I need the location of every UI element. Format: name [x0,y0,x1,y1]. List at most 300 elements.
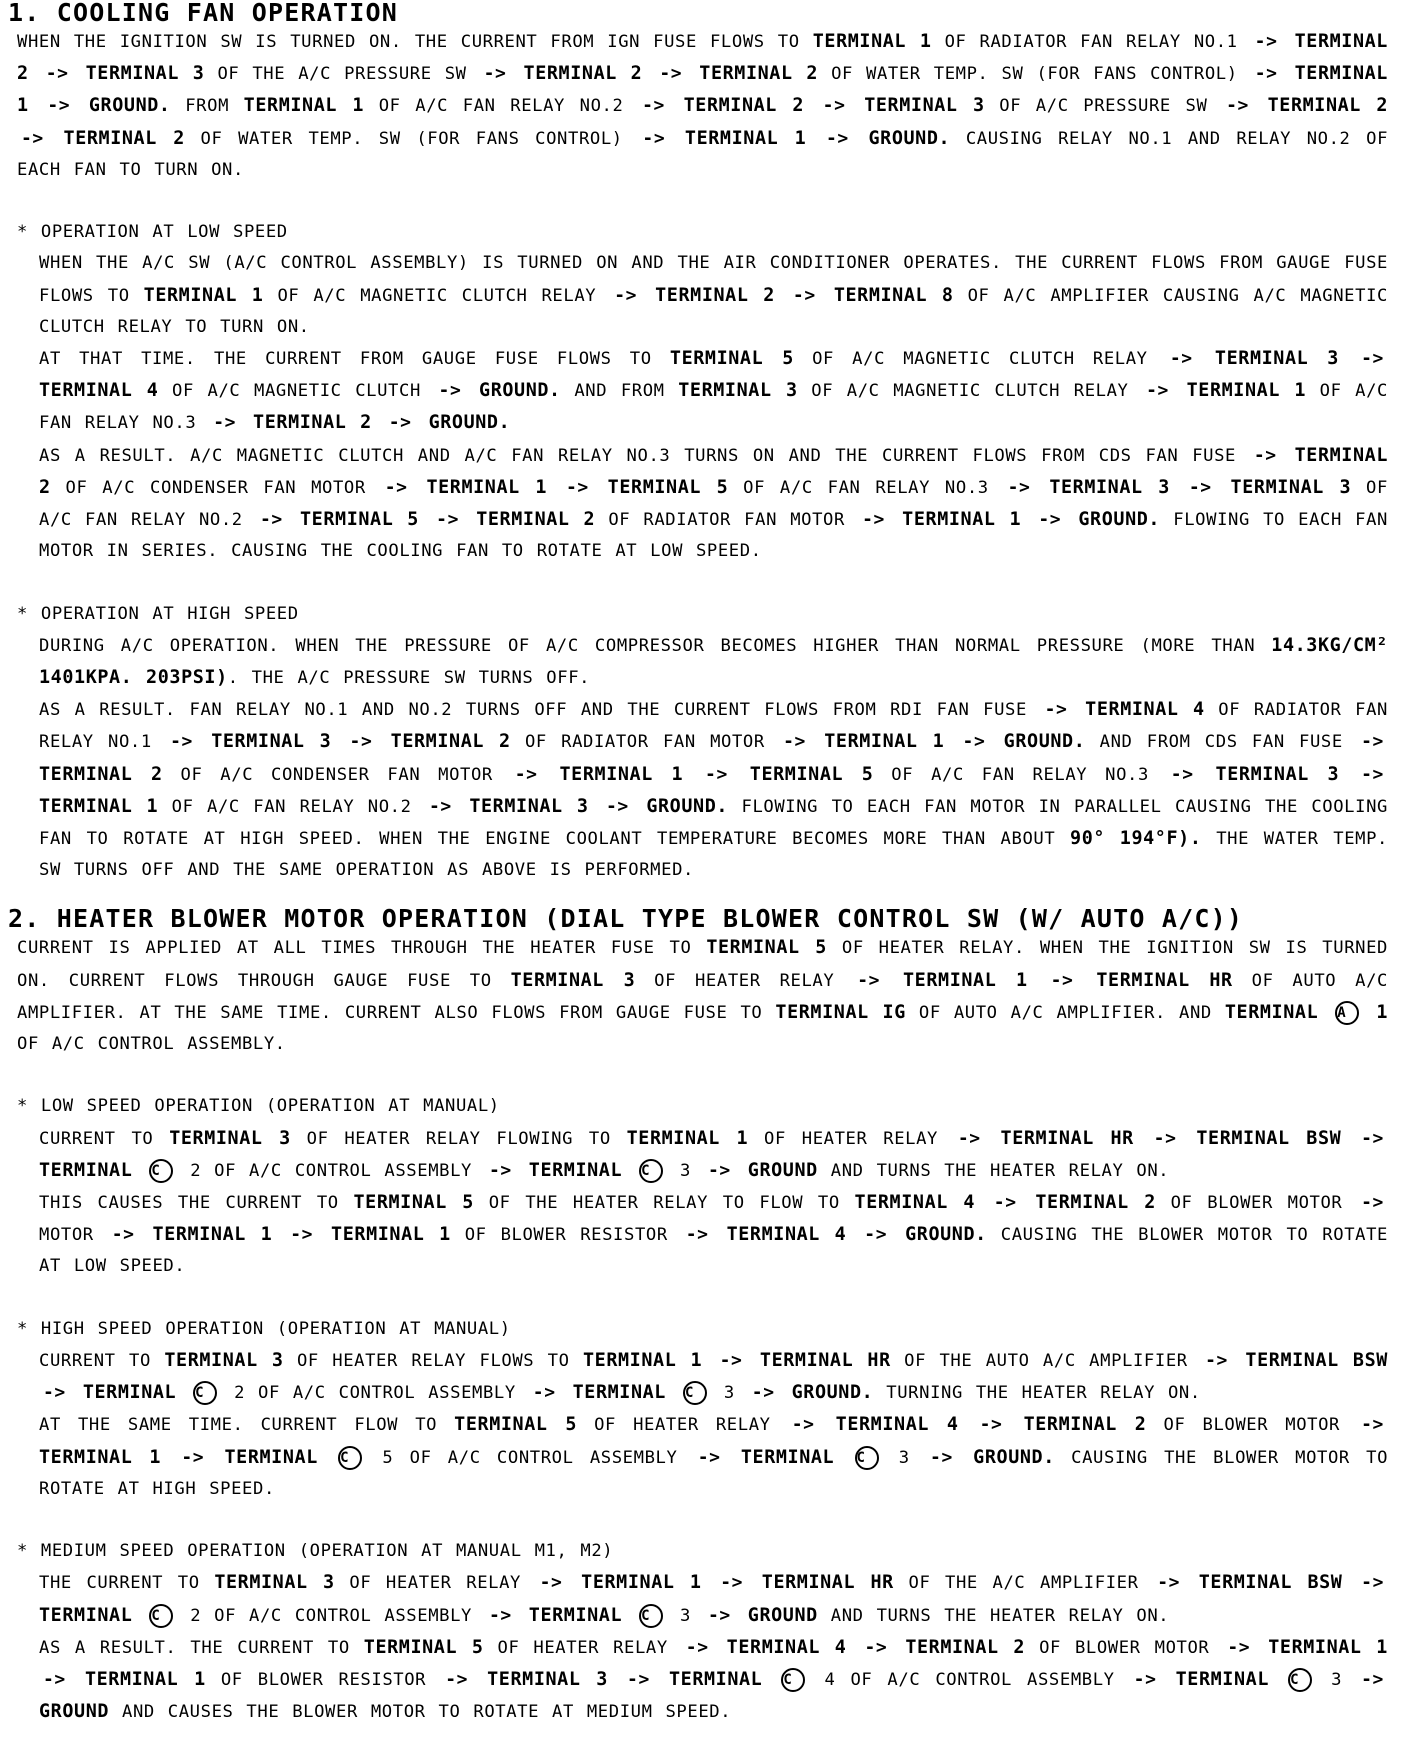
text-segment [686,64,699,84]
arrow-icon: -> [1254,63,1278,85]
text-segment [806,129,822,149]
text-segment [1339,349,1357,369]
arrow-icon: -> [45,63,69,85]
text-segment: OF THE HEATER RELAY TO FLOW TO [473,1193,855,1214]
text-segment [683,765,701,785]
terminal-label: TERMINAL 1 [143,284,264,306]
terminal-label: TERMINAL [82,1382,177,1404]
text-segment [732,765,750,785]
arrow-icon: -> [685,1224,709,1246]
text-segment [318,1448,334,1468]
arrow-icon: -> [720,1572,744,1594]
circled-connector-icon: C [639,1604,663,1628]
terminal-label: TERMINAL 2 [39,444,1388,498]
arrow-icon: -> [1361,763,1384,785]
terminal-label: TERMINAL 3 [164,1350,284,1372]
spacer [8,1283,1388,1314]
text-segment: AT THE SAME TIME. CURRENT FLOW TO [39,1415,455,1436]
arrow-icon: -> [1253,444,1277,466]
text-segment: OF HEATER RELAY [635,970,854,991]
blower-low-speed-paragraph-2 [8,1187,1388,1283]
terminal-label: TERMINAL HR [761,1572,894,1594]
text-segment: OF A/C CONDENSER FAN MOTOR [50,477,381,498]
text-segment [889,510,902,530]
arrow-icon: -> [1133,1669,1157,1691]
arrow-icon: -> [864,1636,888,1658]
text-segment: OF HEATER RELAY FLOWING TO [290,1128,627,1149]
arrow-icon: -> [705,763,728,785]
text-segment [1282,64,1295,84]
terminal-label: TERMINAL 5 [749,763,874,785]
text-segment [819,1415,836,1435]
text-segment: OF THE A/C PRESSURE SW [204,64,480,85]
text-segment [1134,1129,1150,1149]
terminal-label: TERMINAL 1 [684,127,807,149]
text-segment: OF A/C MAGNETIC CLUTCH RELAY [793,349,1166,370]
arrow-icon: -> [43,1669,66,1691]
text-segment [1170,478,1185,498]
terminal-label: TERMINAL 1 [39,795,159,817]
terminal-label: GROUND. [428,412,511,434]
terminal-label: TERMINAL 5 [353,1192,474,1214]
arrow-icon: -> [213,412,237,434]
terminal-label: TERMINAL 2 [476,509,596,531]
text-segment [516,1606,529,1626]
arrow-icon: -> [21,127,44,149]
terminal-label: TERMINAL 3 [1049,476,1170,498]
text-segment: OF HEATER RELAY FLOWS TO [283,1351,583,1372]
arrow-icon: -> [1361,1669,1384,1691]
text-segment [1281,446,1295,466]
terminal-label: TERMINAL HR [1000,1127,1134,1149]
text-segment [456,797,469,817]
terminal-label: TERMINAL 3 [169,1127,291,1149]
text-segment: OF A/C FAN RELAY NO.3 [39,381,1388,434]
text-segment: MOTOR [39,1225,108,1246]
terminal-label: TERMINAL 5 [607,476,729,498]
arrow-icon: -> [488,1604,512,1626]
text-segment: 3 [667,1605,704,1626]
arrow-icon: -> [1007,476,1031,498]
arrow-icon: -> [1050,969,1074,991]
text-segment [472,1670,487,1690]
arrow-icon: -> [1205,1350,1228,1372]
arrow-icon: -> [1169,348,1193,370]
text-segment [197,732,211,752]
terminal-label: TERMINAL 3 [211,731,332,753]
terminal-label: TERMINAL HR [759,1350,891,1372]
text-segment: CURRENT TO [39,1128,170,1149]
terminal-label: TERMINAL BSW [1245,1350,1388,1372]
arrow-icon: -> [962,731,986,753]
arrow-icon: -> [979,1414,1003,1436]
text-segment [985,1129,1001,1149]
arrow-icon: -> [864,1224,888,1246]
spacer [8,886,1388,906]
terminal-label: TERMINAL 2 [17,31,1388,85]
terminal-label: TERMINAL 3 [864,95,985,117]
text-segment: OF A/C AMPLIFIER CAUSING A/C MAGNETIC CLUTCH RELAY TO TURN ON. [39,285,1388,337]
text-segment [820,286,834,306]
section-1-title: 1. COOLING FAN OPERATION [8,0,399,27]
text-segment [511,64,524,84]
terminal-label: TERMINAL 1 [824,731,945,753]
text-segment: 4 OF A/C CONTROL ASSEMBLY [809,1670,1130,1691]
arrow-icon: -> [259,509,283,531]
circled-connector-icon: C [1288,1668,1312,1692]
text-segment [1363,1003,1376,1023]
text-segment [622,1606,635,1626]
text-segment [74,96,89,116]
terminal-label: TERMINAL 1 [812,31,932,52]
terminal-label: TERMINAL 3 [214,1572,335,1594]
arrow-icon: -> [1157,1572,1181,1594]
terminal-label: TERMINAL 2 [63,127,185,149]
text-segment [70,1670,85,1690]
text-segment: OF BLOWER MOTOR [1146,1415,1358,1436]
text-segment: OF A/C CONDENSER FAN MOTOR [162,764,511,785]
text-segment [884,971,903,991]
blower-low-speed-paragraph-1 [8,1123,1388,1187]
terminal-label: TERMINAL 5 [300,509,419,531]
text-segment [542,765,560,785]
terminal-label: TERMINAL 2 [1023,1414,1147,1436]
terminal-label: GROUND. [88,95,171,117]
text-segment: OF A/C CONTROL ASSEMBLY. [17,1034,286,1055]
arrow-icon: -> [1038,509,1062,531]
arrow-icon: -> [614,284,638,306]
circled-connector-icon: C [855,1446,879,1470]
terminal-label: TERMINAL 5 [454,1414,578,1436]
terminal-label: TERMINAL 3 [678,380,798,402]
high-speed-paragraph-1 [8,630,1388,694]
text-segment [317,1225,331,1245]
arrow-icon: -> [1361,1572,1385,1594]
text-segment [608,1670,623,1690]
arrow-icon: -> [111,1224,135,1246]
terminal-label: TERMINAL [39,1604,133,1626]
text-segment [1341,1129,1357,1149]
terminal-label: TERMINAL 4 [726,1224,847,1246]
terminal-label: TERMINAL HR [1096,969,1233,991]
terminal-label: TERMINAL [528,1604,623,1626]
arrow-icon: -> [1254,31,1278,52]
text-segment [208,1448,224,1468]
text-segment [989,732,1003,752]
terminal-label: TERMINAL 1 [626,1127,749,1149]
text-segment [666,1383,679,1403]
text-segment: FLOWING TO EACH FAN MOTOR IN PARALLEL CAUSING THE COOLING FAN TO ROTATE AT HIGH SPEED. WHEN THE ENGINE COOLANT TEMPERATURE BECOMES MORE THAN ABOUT [39,796,1388,850]
text-segment [132,1161,145,1181]
arrow-icon: -> [170,731,193,753]
arrow-icon: -> [1170,763,1194,785]
arrow-icon: -> [349,731,373,753]
text-segment [161,1448,177,1468]
blower-high-speed-heading: * HIGH SPEED OPERATION (OPERATION AT MANUAL) [17,1318,511,1339]
text-segment [1216,478,1231,498]
text-segment [810,732,824,752]
text-segment [804,96,819,116]
terminal-label: GROUND. [868,127,951,149]
text-segment [516,1161,529,1181]
text-segment: CAUSING RELAY NO.1 AND RELAY NO.2 OF EACH FAN TO TURN ON. [17,128,1389,180]
text-segment: OF RADIATOR FAN MOTOR [510,732,780,753]
arrow-icon: -> [627,1669,650,1691]
arrow-icon: -> [1226,95,1249,117]
text-segment: 3 [667,1160,704,1181]
text-segment [762,1670,777,1690]
text-segment: 3 [710,1383,748,1404]
text-segment: OF A/C MAGNETIC CLUTCH RELAY [263,285,611,306]
text-segment [1339,765,1357,785]
terminal-label: TERMINAL 1 [902,509,1022,531]
terminal-label: GROUND. [1078,509,1161,531]
arrow-icon: -> [483,63,507,85]
terminal-label: TERMINAL 8 [833,284,954,306]
text-segment: CURRENT TO [39,1351,165,1372]
text-segment [1282,32,1295,52]
arrow-icon: -> [1153,1127,1177,1149]
arrow-icon: -> [957,1127,981,1149]
arrow-icon: -> [993,1192,1017,1214]
text-segment: OF HEATER RELAY [577,1415,788,1436]
circled-connector-icon: C [781,1668,805,1692]
text-segment: AND TURNS THE HEATER RELAY ON. [817,1605,1170,1626]
text-segment [48,129,64,149]
low-speed-heading: * OPERATION AT LOW SPEED [17,222,288,243]
text-segment: OF A/C FAN RELAY NO.3 [873,764,1167,785]
text-segment [1006,1415,1023,1435]
circled-connector-icon: C [683,1381,707,1405]
arrow-icon: -> [825,127,849,149]
high-speed-paragraph-2 [8,694,1388,886]
arrow-icon: -> [930,1446,953,1468]
terminal-label: TERMINAL 1 [17,63,1388,117]
text-segment [775,286,789,306]
terminal-label: TERMINAL 3 [469,795,589,817]
text-segment: 2 OF A/C CONTROL ASSEMBLY [177,1605,485,1626]
text-segment: OF A/C FAN RELAY NO.2 [39,477,1388,531]
text-segment [70,1383,83,1403]
text-segment: AT THAT TIME. THE CURRENT FROM GAUGE FUSE FLOWS TO [39,349,670,370]
text-segment [975,1193,990,1213]
section-2-intro [8,932,1388,1060]
text-segment [633,797,646,817]
text-segment [560,1383,573,1403]
arrow-icon: -> [822,95,846,117]
text-segment: AND FROM CDS FAN FUSE [1085,732,1358,753]
text-segment: OF WATER TEMP. SW (FOR FANS CONTROL) [818,64,1251,85]
text-segment: OF A/C PRESSURE SW [984,96,1223,117]
text-segment: 3 [882,1447,927,1468]
terminal-label: TERMINAL BSW [1198,1572,1343,1594]
text-segment [1342,1573,1357,1593]
text-segment: AS A RESULT. A/C MAGNETIC CLUTCH AND A/C FAN RELAY NO.3 TURNS ON AND THE CURRENT FLOWS FROM CDS FAN FUSE [39,445,1250,466]
text-segment: OF A/C FAN RELAY NO.3 [728,477,1004,498]
section-1-intro [8,26,1388,186]
terminal-label: TERMINAL IG [775,1001,906,1023]
arrow-icon: -> [862,509,885,531]
text-segment: OF RADIATOR FAN RELAY NO.1 [931,32,1251,52]
text-segment: 2 OF A/C CONTROL ASSEMBLY [221,1383,529,1404]
text-segment [593,478,608,498]
text-segment [1198,765,1216,785]
arrow-icon: -> [685,1636,709,1658]
terminal-label: 194°F). [1119,828,1202,850]
blower-medium-speed-paragraph-1 [8,1567,1388,1631]
text-segment [1253,96,1268,116]
text-segment: OF BLOWER RESISTOR [205,1670,442,1691]
terminal-label: TERMINAL 5 [669,348,794,370]
arrow-icon: -> [436,509,460,531]
blower-medium-speed-paragraph-2 [8,1632,1388,1729]
text-segment: OF HEATER RELAY [334,1573,536,1594]
terminal-label: 14.3KG/CM² [1271,634,1388,656]
text-segment [1034,478,1049,498]
arrow-icon: -> [1146,380,1169,402]
terminal-label: GROUND. [791,1382,874,1404]
text-segment [1173,381,1187,401]
text-segment: OF AUTO A/C AMPLIFIER. AND [905,1002,1225,1023]
terminal-label: TERMINAL [572,1382,666,1404]
terminal-label: GROUND. [905,1224,987,1246]
text-segment [240,413,253,433]
text-segment: AND TURNS THE HEATER RELAY ON. [817,1160,1170,1181]
terminal-label: TERMINAL [668,1669,763,1691]
arrow-icon: -> [445,1669,469,1691]
terminal-label: TERMINAL 1 [243,95,365,117]
text-segment [372,413,385,433]
terminal-label: TERMINAL 1 [559,763,684,785]
terminal-label: GROUND [747,1159,818,1181]
low-speed-paragraph-1 [8,248,1388,343]
text-segment: OF HEATER RELAY [748,1128,954,1149]
text-segment [1269,1670,1284,1690]
text-segment [746,1351,759,1371]
arrow-icon: -> [429,795,452,817]
terminal-label: TERMINAL 1 [1268,1636,1388,1658]
arrow-icon: -> [642,127,666,149]
terminal-label: TERMINAL 2 [1035,1192,1156,1214]
text-segment [702,1573,717,1593]
arrow-icon: -> [539,1572,563,1594]
arrow-icon: -> [388,412,412,434]
text-segment: OF HEATER RELAY. WHEN THE IGNITION SW IS TURNED ON. CURRENT FLOWS THROUGH GAUGE FUSE TO [17,938,1388,991]
text-segment: OF BLOWER MOTOR [1155,1193,1358,1214]
text-segment: FLOWING TO EACH FAN MOTOR IN SERIES. CAUSING THE COOLING FAN TO ROTATE AT LOW SPEED. [39,510,1388,562]
text-segment [139,1225,153,1245]
terminal-label: TERMINAL 1 [84,1669,206,1691]
text-segment: OF BLOWER MOTOR [1025,1637,1224,1658]
text-segment: AS A RESULT. FAN RELAY NO.1 AND NO.2 TURNS OFF AND THE CURRENT FLOWS FROM RDI FAN FUSE [39,700,1041,721]
blower-low-speed-heading: * LOW SPEED OPERATION (OPERATION AT MANUAL) [17,1096,500,1117]
terminal-label: GROUND [747,1604,818,1626]
arrow-icon: -> [1188,476,1212,498]
text-segment: THE CURRENT TO [39,1573,215,1594]
arrow-icon: -> [792,284,816,306]
arrow-icon: -> [707,1159,731,1181]
text-segment [463,510,476,530]
terminal-label: TERMINAL 4 [854,1192,976,1214]
text-segment: OF A/C MAGNETIC CLUTCH RELAY [797,381,1143,402]
text-segment: 5 OF A/C CONTROL ASSEMBLY [366,1447,694,1468]
text-segment [944,732,958,752]
arrow-icon: -> [384,476,408,498]
terminal-label: TERMINAL 3 [487,1669,608,1691]
circled-connector-icon: C [149,1604,173,1628]
text-segment [567,1573,582,1593]
text-segment: AND FROM [560,381,679,402]
terminal-label: TERMINAL 1 [903,969,1028,991]
text-segment: OF A/C FAN RELAY NO.2 [158,796,425,817]
arrow-icon: -> [1227,1636,1251,1658]
text-segment [29,96,44,116]
text-segment [1077,971,1096,991]
arrow-icon: -> [1361,731,1384,753]
terminal-label: TERMINAL 3 [1230,476,1352,498]
text-segment: TURNING THE HEATER RELAY ON. [873,1383,1201,1404]
terminal-label: TERMINAL [1175,1669,1269,1691]
text-segment [1021,1193,1036,1213]
text-segment [891,1638,905,1658]
text-segment [412,478,427,498]
text-segment [702,1351,715,1371]
text-segment [779,1383,792,1403]
terminal-label: TERMINAL 4 [1085,699,1205,721]
blower-high-speed-paragraph-2 [8,1409,1388,1505]
arrow-icon: -> [719,1350,743,1372]
text-segment: OF A/C MAGNETIC CLUTCH [158,381,435,402]
text-segment: 2 OF A/C CONTROL ASSEMBLY [177,1160,485,1181]
terminal-label: TERMINAL 2 [253,412,372,434]
text-segment [725,1448,741,1468]
text-segment: OF A/C FAN RELAY NO.2 [364,96,639,117]
high-speed-heading: * OPERATION AT HIGH SPEED [17,603,299,624]
terminal-label: TERMINAL 3 [510,969,636,991]
text-segment [735,1161,748,1181]
text-segment: THE WATER TEMP. SW TURNS OFF AND THE SAME OPERATION AS ABOVE IS PERFORMED. [39,829,1388,881]
text-segment [331,732,345,752]
terminal-label: TERMINAL 2 [1267,95,1389,117]
terminal-label: 90° [1070,828,1106,850]
spacer [8,1060,1388,1091]
text-segment [622,1161,635,1181]
terminal-label: TERMINAL 4 [39,380,159,402]
text-segment [73,64,86,84]
text-segment [642,64,655,84]
terminal-label: TERMINAL 5 [363,1636,484,1658]
terminal-label: TERMINAL [528,1159,623,1181]
text-segment [272,1225,286,1245]
arrow-icon: -> [659,63,683,85]
text-segment [669,129,685,149]
text-segment [589,797,602,817]
arrow-icon: -> [1044,699,1068,721]
arrow-icon: -> [1361,348,1384,370]
arrow-icon: -> [47,95,71,117]
terminal-label: TERMINAL 3 [1214,348,1339,370]
text-segment [1184,1573,1199,1593]
terminal-label: TERMINAL [39,1159,133,1181]
spacer [8,1505,1388,1536]
text-segment: THIS CAUSES THE CURRENT TO [39,1193,354,1214]
text-segment: AS A RESULT. THE CURRENT TO [39,1637,364,1658]
text-segment [176,1383,189,1403]
text-segment [547,478,562,498]
text-segment [1105,829,1120,849]
arrow-icon: -> [791,1414,815,1436]
text-segment [891,1225,905,1245]
